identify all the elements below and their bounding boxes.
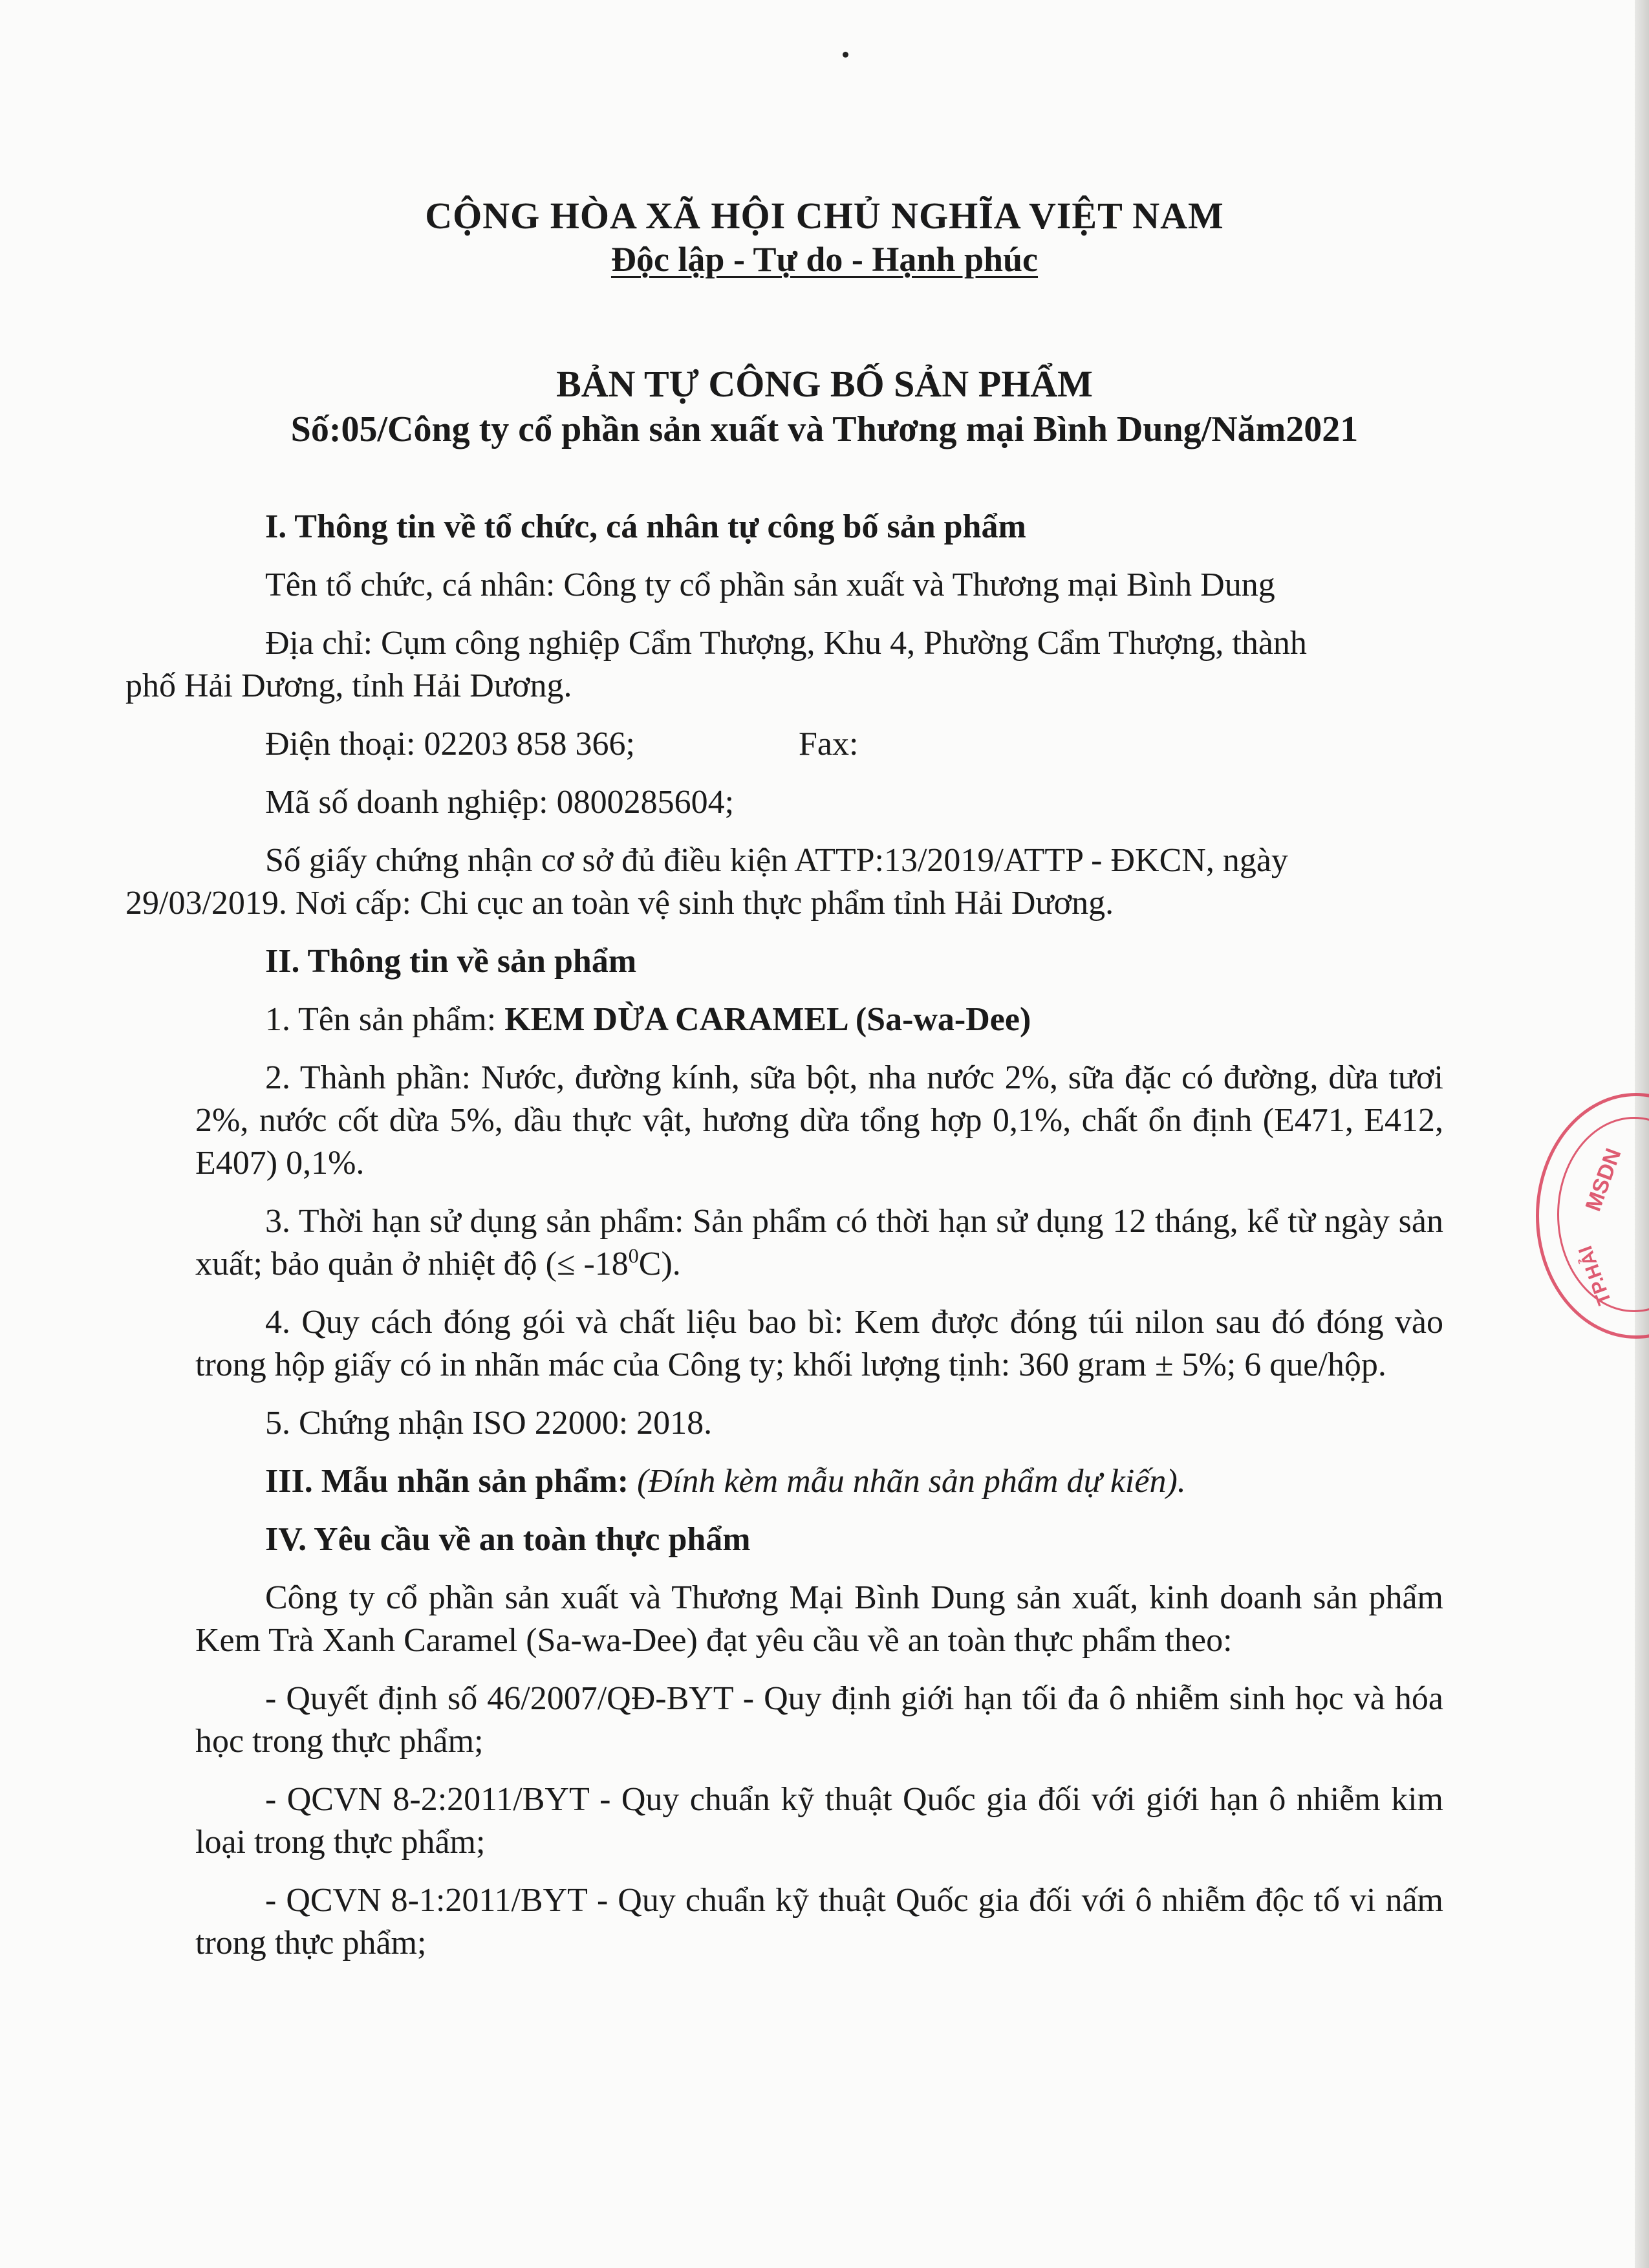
motto-text: Độc lập - Tự do - Hạnh phúc (610, 240, 1039, 279)
address-line-1: Địa chỉ: Cụm công nghiệp Cẩm Thượng, Khu 4, Phường Cẩm Thượng, thành (265, 625, 1307, 662)
org-name: Tên tổ chức, cá nhân: Công ty cổ phần sản xuất và Thương mại Bình Dung (265, 567, 1275, 603)
document-title: BẢN TỰ CÔNG BỐ SẢN PHẨM (556, 363, 1093, 405)
section-4-heading: IV. Yêu cầu về an toàn thực phẩm (265, 1521, 751, 1558)
address (125, 622, 1443, 707)
section-4-intro: Công ty cổ phần sản xuất và Thương Mại Bình Dung sản xuất, kinh doanh sản phẩm Kem Trà Xanh Caramel (Sa-wa-Dee) đạt yêu cầu về an toàn thực phẩm theo: (195, 1579, 1443, 1659)
section-1-heading: I. Thông tin về tổ chức, cá nhân tự công bố sản phẩm (265, 508, 1026, 545)
seal-text-lower: TP.HẢI (1575, 1243, 1616, 1308)
ingredients: 2. Thành phần: Nước, đường kính, sữa bột, nha nước 2%, sữa đặc có đường, dừa tươi 2%, nước cốt dừa 5%, dầu thực vật, hương dừa tổng hợp 0,1%, chất ổn định (E471, E412, E407) 0,1%. (195, 1059, 1443, 1182)
section-3-note: (Đính kèm mẫu nhãn sản phẩm dự kiến). (637, 1463, 1186, 1500)
regulation-item: - QCVN 8-1:2011/BYT - Quy chuẩn kỹ thuật Quốc gia đối với ô nhiễm độc tố vi nấm trong thực phẩm; (195, 1882, 1443, 1961)
shelf-life (195, 1200, 1443, 1286)
scan-speck (843, 52, 848, 58)
certification: 5. Chứng nhận ISO 22000: 2018. (265, 1405, 713, 1442)
section-2-heading: II. Thông tin về sản phẩm (265, 943, 637, 980)
shelf-life-end: C). (638, 1246, 681, 1282)
degree-superscript: 0 (628, 1244, 639, 1268)
document-body (125, 506, 1443, 1980)
address-line-2: phố Hải Dương, tỉnh Hải Dương. (125, 667, 572, 704)
regulation-item: - Quyết định số 46/2007/QĐ-BYT - Quy định giới hạn tối đa ô nhiễm sinh học và hóa học trong thực phẩm; (195, 1680, 1443, 1760)
phone: Điện thoại: 02203 858 366; (265, 726, 635, 762)
national-name: CỘNG HÒA XÃ HỘI CHỦ NGHĨA VIỆT NAM (425, 195, 1224, 237)
fax: Fax: (798, 726, 859, 762)
packaging: 4. Quy cách đóng gói và chất liệu bao bì: Kem được đóng túi nilon sau đó đóng vào trong hộp giấy có in nhãn mác của Công ty; khối lượng tịnh: 360 gram ± 5%; 6 que/hộp. (195, 1304, 1443, 1383)
product-name-line (195, 999, 1443, 1041)
contact-line (195, 723, 1443, 766)
product-label: 1. Tên sản phẩm: (265, 1001, 505, 1038)
document-number: Số:05/Công ty cổ phần sản xuất và Thương mại Bình Dung/Năm2021 (290, 409, 1359, 449)
section-3-heading (195, 1460, 1443, 1503)
certificate-line-1: Số giấy chứng nhận cơ sở đủ điều kiện ATTP:13/2019/ATTP - ĐKCN, ngày (265, 842, 1288, 879)
seal-text: MSDN (1580, 1145, 1626, 1215)
section-3-title: III. Mẫu nhãn sản phẩm: (265, 1463, 638, 1500)
company-seal (1536, 1093, 1649, 1339)
certificate (125, 839, 1443, 925)
shelf-life-text: 3. Thời hạn sử dụng sản phẩm: Sản phẩm có thời hạn sử dụng 12 tháng, kể từ ngày sản xuất; bảo quản ở nhiệt độ (≤ -18 (195, 1203, 1443, 1282)
product-name: KEM DỪA CARAMEL (Sa-wa-Dee) (504, 1001, 1031, 1038)
regulation-item: - QCVN 8-2:2011/BYT - Quy chuẩn kỹ thuật Quốc gia đối với giới hạn ô nhiễm kim loại trong thực phẩm; (195, 1781, 1443, 1861)
tax-code: Mã số doanh nghiệp: 0800285604; (265, 784, 735, 821)
national-motto (0, 239, 1649, 279)
certificate-line-2: 29/03/2019. Nơi cấp: Chi cục an toàn vệ sinh thực phẩm tỉnh Hải Dương. (125, 885, 1114, 922)
